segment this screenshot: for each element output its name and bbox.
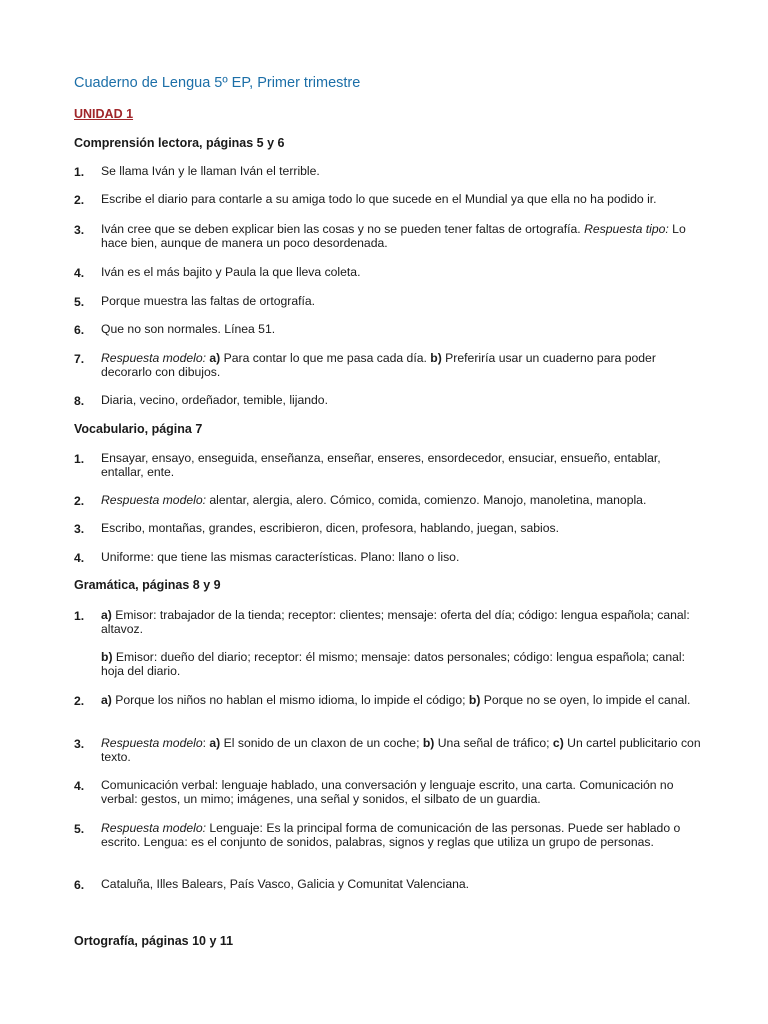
answer-number: 3. (74, 522, 85, 536)
answer-number: 4. (74, 551, 85, 565)
answer-text (101, 265, 704, 279)
answer-text-part: b) (101, 650, 113, 664)
answer-text (101, 693, 704, 707)
section-heading-comprension-lectora-paginas-5-y-6: Comprensión lectora, páginas 5 y 6 (74, 136, 285, 150)
answer-text-part: Iván cree que se deben explicar bien las cosas y no se pueden tener faltas de ortografía. (101, 222, 585, 236)
answer-number: 2. (74, 694, 85, 708)
answer-text-part: Porque muestra las faltas de ortografía. (101, 294, 316, 308)
answer-text-part: Diaria, vecino, ordeñador, temible, lijando. (101, 393, 328, 407)
answer-text-part: Emisor: trabajador de la tienda; receptor: clientes; mensaje: oferta del día; código: lengua española; canal: altavoz. (101, 608, 690, 636)
answer-text (101, 222, 704, 250)
answer-text (101, 650, 704, 678)
answer-number: 2. (74, 494, 85, 508)
answer-text-part: c) (552, 736, 564, 750)
answer-text-part: Respuesta modelo: (101, 351, 207, 365)
answer-text-part: alentar, alergia, alero. Cómico, comida, comienzo. Manojo, manoletina, manopla. (206, 493, 647, 507)
answer-text-part: El sonido de un claxon de un coche; (220, 736, 423, 750)
answer-number: 8. (74, 394, 85, 408)
answer-text-part: a) (209, 351, 221, 365)
answer-text (101, 778, 704, 806)
answer-number: 2. (74, 193, 85, 207)
answer-text-part: Preferiría usar un cuaderno para poder decorarlo con dibujos. (101, 351, 656, 379)
answer-text-part: Porque no se oyen, lo impide el canal. (480, 693, 691, 707)
answer-text-part: Respuesta tipo: (584, 222, 669, 236)
answer-text-part: Una señal de tráfico; (434, 736, 553, 750)
answer-text (101, 351, 704, 379)
answer-text (101, 393, 704, 407)
answer-number: 1. (74, 609, 85, 623)
answer-text-part: b) (422, 736, 435, 750)
answer-text-part: a) (101, 608, 112, 622)
answer-text (101, 821, 704, 849)
answer-number: 4. (74, 779, 85, 793)
answer-text-part: Emisor: dueño del diario; receptor: él mismo; mensaje: datos personales; código: lengua española; canal: hoja del diario. (101, 650, 685, 678)
answer-number: 6. (74, 323, 85, 337)
answer-number: 6. (74, 878, 85, 892)
answer-number: 1. (74, 452, 85, 466)
answer-number: 3. (74, 223, 85, 237)
answer-text-part: Respuesta modelo (101, 736, 203, 750)
answer-text (101, 877, 704, 891)
answer-text-part: Lo hace bien, aunque de manera un poco desordenada. (101, 222, 686, 250)
answer-text-part: Iván es el más bajito y Paula la que lleva coleta. (101, 265, 361, 279)
section-heading-gramatica-paginas-8-y-9: Gramática, páginas 8 y 9 (74, 578, 221, 592)
answer-number: 3. (74, 737, 85, 751)
answer-text (101, 322, 704, 336)
answer-text-part: Respuesta modelo: (101, 821, 207, 835)
answer-text (101, 493, 704, 507)
answer-text-part: : (202, 736, 210, 750)
answer-text-part: Comunicación verbal: lenguaje hablado, una conversación y lenguaje escrito, una carta. Comunicación no verbal: gestos, un mimo; imágenes, una señal y sonidos, el silbato de un guardia. (101, 778, 674, 806)
answer-text-part: a) (101, 693, 112, 707)
answer-text-part: Escribo, montañas, grandes, escribieron, dicen, profesora, hablando, juegan, sabios. (101, 521, 559, 535)
answer-text-part: Cataluña, Illes Balears, País Vasco, Galicia y Comunitat Valenciana. (101, 877, 470, 891)
answer-text-part: b) (430, 351, 442, 365)
unit-heading: UNIDAD 1 (74, 107, 134, 121)
answer-text (101, 294, 704, 308)
answer-text (101, 192, 704, 206)
answer-text-part: b) (468, 693, 481, 707)
answer-text-part: Uniforme: que tiene las mismas características. Plano: llano o liso. (101, 550, 460, 564)
answer-text (101, 550, 704, 564)
answer-text (101, 451, 704, 479)
document-title: Cuaderno de Lengua 5º EP, Primer trimestre (74, 75, 361, 91)
answer-text (101, 736, 704, 764)
answer-text-part: Para contar lo que me pasa cada día. (220, 351, 431, 365)
answer-text-part: Que no son normales. Línea 51. (101, 322, 276, 336)
answer-text-part: Lenguaje: Es la principal forma de comunicación de las personas. Puede ser hablado o escrito. Lengua: es el conjunto de sonidos, palabras, signos y reglas que utiliza un grupo de personas. (101, 821, 681, 849)
answer-number: 1. (74, 165, 85, 179)
answer-text (101, 164, 704, 178)
answer-text (101, 521, 704, 535)
answer-number: 5. (74, 295, 85, 309)
answer-text-part: Ensayar, ensayo, enseguida, enseñanza, enseñar, enseres, ensordecedor, ensuciar, ensueño, entablar, entallar, ente. (101, 451, 661, 479)
answer-text (101, 608, 704, 636)
section-heading-vocabulario-pagina-7: Vocabulario, página 7 (74, 422, 203, 436)
answer-text-part: Respuesta modelo: (101, 493, 207, 507)
answer-number: 4. (74, 266, 85, 280)
answer-number: 7. (74, 352, 85, 366)
answer-text-part: Un cartel publicitario con texto. (101, 736, 701, 764)
answer-text-part: a) (209, 736, 221, 750)
section-heading-ortografia-paginas-10-y-11: Ortografía, páginas 10 y 11 (74, 934, 234, 948)
answer-text-part: Escribe el diario para contarle a su amiga todo lo que sucede en el Mundial ya que ella no ha podido ir. (101, 192, 657, 206)
answer-text-part: Se llama Iván y le llaman Iván el terrible. (101, 164, 320, 178)
answer-text-part: Porque los niños no hablan el mismo idioma, lo impide el código; (111, 693, 469, 707)
answer-number: 5. (74, 822, 85, 836)
